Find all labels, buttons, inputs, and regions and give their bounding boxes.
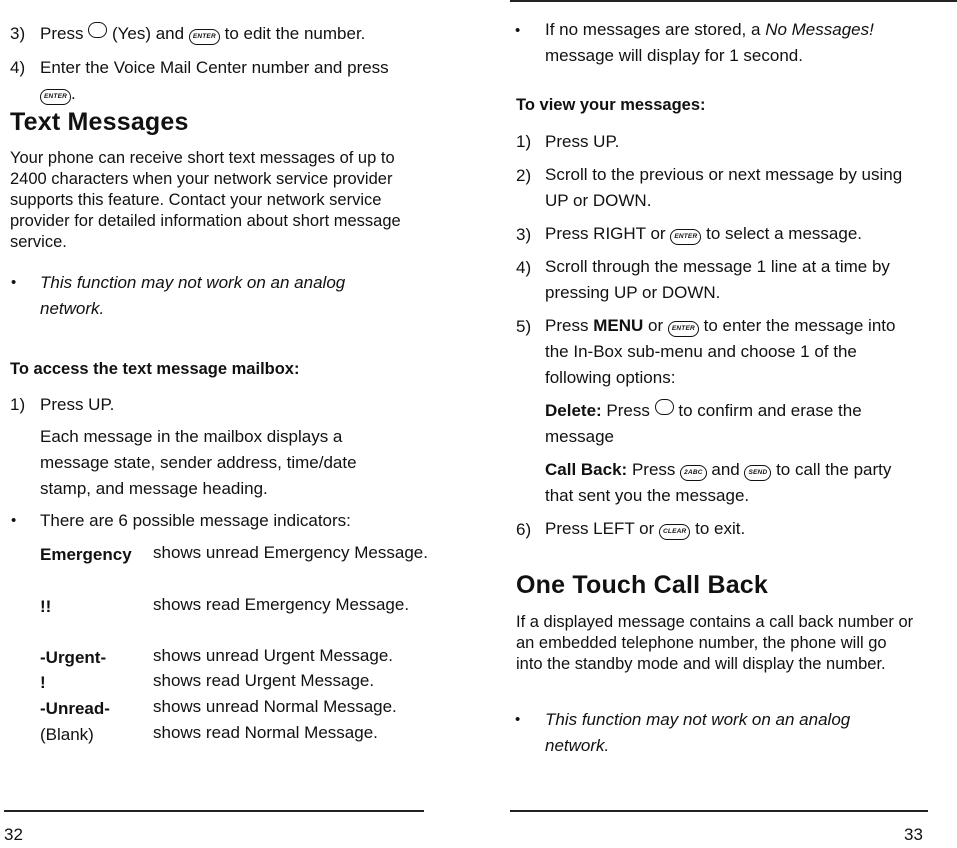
view-step-5: Press MENU or ENTER to enter the message into the In-Box sub-menu and choose 1 of the following options: (545, 316, 896, 387)
view-step-1: Press UP. (545, 132, 620, 151)
step-3: 3) Press (Yes) and ENTER to edit the number. (10, 24, 366, 43)
indicator-label: Emergency (40, 545, 132, 564)
two-abc-key-icon: 2ABC (680, 465, 707, 481)
section-heading: To access the text message mailbox: (10, 360, 300, 378)
yes-key-icon (88, 22, 107, 38)
page-number: 32 (4, 825, 23, 844)
footer-rule (4, 810, 424, 812)
delete-option: Delete: Press to confirm and erase the message (545, 401, 862, 446)
page-32 (0, 0, 470, 848)
header-rule (510, 0, 957, 2)
indicator-label: -Unread- (40, 699, 110, 718)
page-title: Text Messages (10, 108, 189, 136)
view-step-4: Scroll through the message 1 line at a time by pressing UP or DOWN. (545, 257, 890, 302)
indicator-label: !! (40, 597, 52, 616)
send-key-icon: SEND (744, 465, 771, 481)
call-back-paragraph: If a displayed message contains a call back number or an embedded telephone number, the phone will go into the standby mode and will display the number. (516, 613, 914, 673)
access-step-1: 1) Press UP. (10, 395, 115, 414)
indicator-label: (Blank) (40, 725, 94, 744)
analog-note: This function may not work on an analog network. (545, 710, 851, 755)
bullet-icon: • (11, 274, 17, 291)
bullet-icon: • (515, 711, 521, 728)
call-back-option: Call Back: Press 2ABC and SEND to call the party that sent you the message. (545, 460, 892, 505)
page-number: 33 (904, 825, 923, 844)
view-step-3: Press RIGHT or ENTER to select a message. (545, 224, 863, 243)
bullet-icon: • (515, 22, 521, 39)
indicator-label: ! (40, 673, 46, 692)
indicator-description: shows unread Urgent Message. (153, 646, 394, 665)
intro-paragraph: Your phone can receive short text messages of up to 2400 characters when your network service provider supports this feature. Contact your network service provider for detailed information about short message service. (10, 149, 401, 251)
enter-key-icon: ENTER (670, 229, 701, 245)
step-4: 4) (10, 58, 26, 77)
yes-key-icon (655, 399, 674, 415)
indicator-intro: There are 6 possible message indicators: (40, 511, 351, 530)
page-33: • If no messages are stored, a No Messages! message will display for 1 second. To view your messages: 1) Press UP. 2) Scroll to the previous or next message by using UP or DOWN. 3) Press RIGHT or ENTER to select a message. 4) Scroll through the message 1 line at a time by pressing UP or DOWN. 5) Press MENU or ENTER to enter the message into the In-Box sub-menu and choose 1 of the following options: Delete: Press to confirm and erase the message Call Back: Press 2ABC and SEND to call the party that sent you the message. 6) Press LEFT or CLEAR to exit. One Touch Call Back If a displayed message contains a call back number or an embedded telephone number, the phone will go into the standby mode and will display the number. • This function may not work on an analog network. 33 (480, 0, 957, 848)
enter-key-icon: ENTER (40, 89, 71, 105)
section-title: One Touch Call Back (516, 571, 769, 599)
view-step-6: Press LEFT or CLEAR to exit. (545, 519, 746, 538)
indicator-description: shows read Normal Message. (153, 723, 378, 742)
step-4-text: Enter the Voice Mail Center number and press ENTER . (40, 58, 389, 103)
section-heading: To view your messages: (516, 96, 706, 114)
footer-rule (510, 810, 928, 812)
analog-note: This function may not work on an analog network. (40, 273, 346, 318)
no-messages-note: If no messages are stored, a No Messages! message will display for 1 second. (545, 20, 874, 65)
bullet-icon: • (11, 512, 17, 529)
indicator-description: shows unread Emergency Message. (153, 543, 428, 562)
indicator-description: shows unread Normal Message. (153, 697, 397, 716)
indicator-label: -Urgent- (40, 648, 107, 667)
clear-key-icon: CLEAR (659, 524, 690, 540)
indicator-description: shows read Urgent Message. (153, 671, 375, 690)
enter-key-icon: ENTER (189, 29, 220, 45)
mailbox-description: Each message in the mailbox displays a message state, sender address, time/date stamp, and message heading. (40, 427, 357, 498)
indicator-description: shows read Emergency Message. (153, 595, 410, 614)
view-step-2: Scroll to the previous or next message by using UP or DOWN. (545, 165, 903, 210)
enter-key-icon: ENTER (668, 321, 699, 337)
